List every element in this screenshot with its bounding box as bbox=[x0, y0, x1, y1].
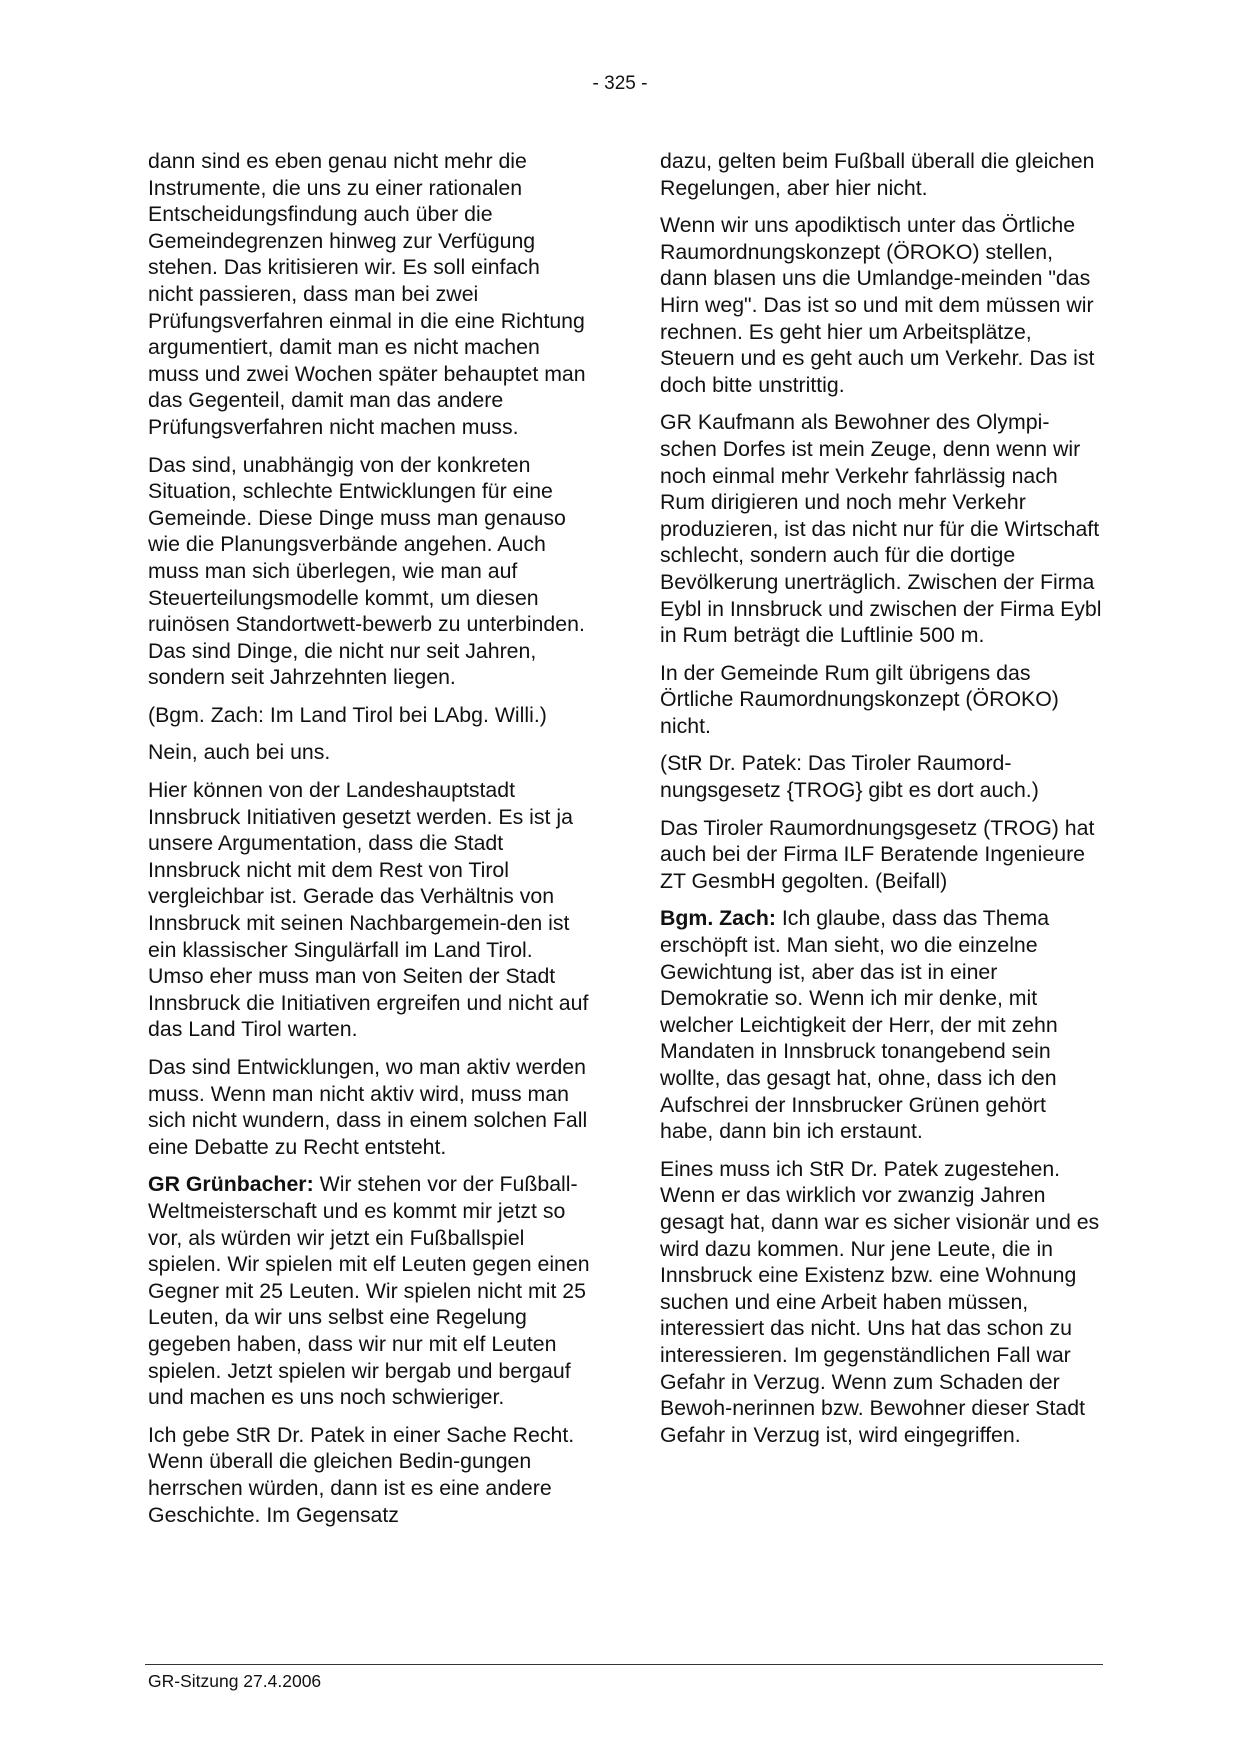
speech-text: Ich glaube, dass das Thema erschöpft ist. Man sieht, wo die einzelne Gewichtung ist, aber das ist in einer Demokratie so. Wenn ich mir denke, mit welcher Leichtigkeit der Herr, der mit zehn Mandaten in Innsbruck tonangebend sein wollte, das gesagt hat, ohne, dass ich den Aufschrei der Innsbrucker Grünen gehört habe, dann bin ich erstaunt. bbox=[660, 906, 1058, 1144]
left-column bbox=[148, 148, 590, 1539]
speech-paragraph bbox=[660, 905, 1105, 1144]
paragraph: Hier können von der Landeshauptstadt Innsbruck Initiativen gesetzt werden. Es ist ja unsere Argumentation, dass die Stadt Innsbruck nicht mit dem Rest von Tirol vergleichbar ist. Gerade das Verhältnis von Innsbruck mit seinen Nachbargemein-den ist ein klassischer Singulärfall im Land Tirol. Umso eher muss man von Seiten der Stadt Innsbruck die Initiativen ergreifen und nicht auf das Land Tirol warten. bbox=[148, 778, 589, 1042]
paragraph: Ich gebe StR Dr. Patek in einer Sache Recht. Wenn überall die gleichen Bedin-gungen herrschen würden, dann ist es eine andere Geschichte. Im Gegensatz bbox=[148, 1422, 575, 1527]
speaker-name: GR Grünbacher: bbox=[148, 1172, 314, 1197]
paragraph: In der Gemeinde Rum gilt übrigens das Örtliche Raumordnungskonzept (ÖROKO) nicht. bbox=[660, 660, 1059, 738]
paragraph: dazu, gelten beim Fußball überall die gleichen Regelungen, aber hier nicht. bbox=[660, 149, 1095, 200]
footer-divider bbox=[145, 1664, 1103, 1665]
interjection: (Bgm. Zach: Im Land Tirol bei LAbg. Willi.) bbox=[148, 702, 547, 727]
paragraph: Das sind Entwicklungen, wo man aktiv werden muss. Wenn man nicht aktiv wird, muss man sich nicht wundern, dass in einem solchen Fall eine Debatte zu Recht entsteht. bbox=[148, 1055, 588, 1159]
paragraph: Wenn wir uns apodiktisch unter das Örtliche Raumordnungskonzept (ÖROKO) stellen, dann blasen uns die Umlandge-meinden "das Hirn weg". Das ist so und mit dem müssen wir rechnen. Es geht hier um Arbeitsplätze, Steuern und es geht auch um Verkehr. Das ist doch bitte unstrittig. bbox=[660, 213, 1095, 397]
speaker-name: Bgm. Zach: bbox=[660, 906, 776, 931]
interjection: (StR Dr. Patek: Das Tiroler Raumord-nungsgesetz {TROG} gibt es dort auch.) bbox=[660, 751, 1039, 803]
speech-paragraph bbox=[148, 1171, 590, 1410]
page-number: - 325 - bbox=[592, 73, 648, 94]
footer-session-date: GR-Sitzung 27.4.2006 bbox=[148, 1671, 322, 1691]
speech-text: Wir stehen vor der Fußball-Weltmeisterschaft und es kommt mir jetzt so vor, als würden wir jetzt ein Fußballspiel spielen. Wir spielen mit elf Leuten gegen einen Gegner mit 25 Leuten. Wir spielen nicht mit 25 Leuten, da wir uns selbst eine Regelung gegeben haben, dass wir nur mit elf Leuten spielen. Jetzt spielen wir bergab und bergauf und machen es uns noch schwieriger. bbox=[148, 1172, 590, 1410]
paragraph: GR Kaufmann als Bewohner des Olympi-schen Dorfes ist mein Zeuge, denn wenn wir noch einmal mehr Verkehr fahrlässig nach Rum dirigieren und noch mehr Verkehr produzieren, ist das nicht nur für die Wirtschaft schlecht, sondern auch für die dortige Bevölkerung unerträglich. Zwischen der Firma Eybl in Innsbruck und zwischen der Firma Eybl in Rum beträgt die Luftlinie 500 m. bbox=[660, 410, 1102, 648]
paragraph: Nein, auch bei uns. bbox=[148, 740, 331, 765]
paragraph: dann sind es eben genau nicht mehr die Instrumente, die uns zu einer rationalen Entscheidungsfindung auch über die Gemeindegrenzen hinweg zur Verfügung stehen. Das kritisieren wir. Es soll einfach nicht passieren, dass man bei zwei Prüfungsverfahren einmal in die eine Richtung argumentiert, damit man es nicht machen muss und zwei Wochen später behauptet man das Gegenteil, damit man das andere Prüfungsverfahren nicht machen muss. bbox=[148, 149, 586, 439]
right-column bbox=[660, 148, 1105, 1459]
paragraph: Das sind, unabhängig von der konkreten Situation, schlechte Entwicklungen für eine Gemeinde. Diese Dinge muss man genauso wie die Planungsverbände angehen. Auch muss man sich überlegen, wie man auf Steuerteilungsmodelle kommt, um diesen ruinösen Standortwett-bewerb zu unterbinden. Das sind Dinge, die nicht nur seit Jahren, sondern seit Jahrzehnten liegen. bbox=[148, 452, 585, 690]
paragraph: Eines muss ich StR Dr. Patek zugestehen. Wenn er das wirklich vor zwanzig Jahren gesagt hat, dann war es sicher visionär und es wird dazu kommen. Nur jene Leute, die in Innsbruck eine Existenz bzw. eine Wohnung suchen und eine Arbeit haben müssen, interessiert das nicht. Uns hat das schon zu interessieren. Im gegenständlichen Fall war Gefahr in Verzug. Wenn zum Schaden der Bewoh-nerinnen bzw. Bewohner dieser Stadt Gefahr in Verzug ist, wird eingegriffen. bbox=[660, 1156, 1100, 1447]
paragraph: Das Tiroler Raumordnungsgesetz (TROG) hat auch bei der Firma ILF Beratende Ingenieure ZT GesmbH gegolten. (Beifall) bbox=[660, 815, 1095, 893]
